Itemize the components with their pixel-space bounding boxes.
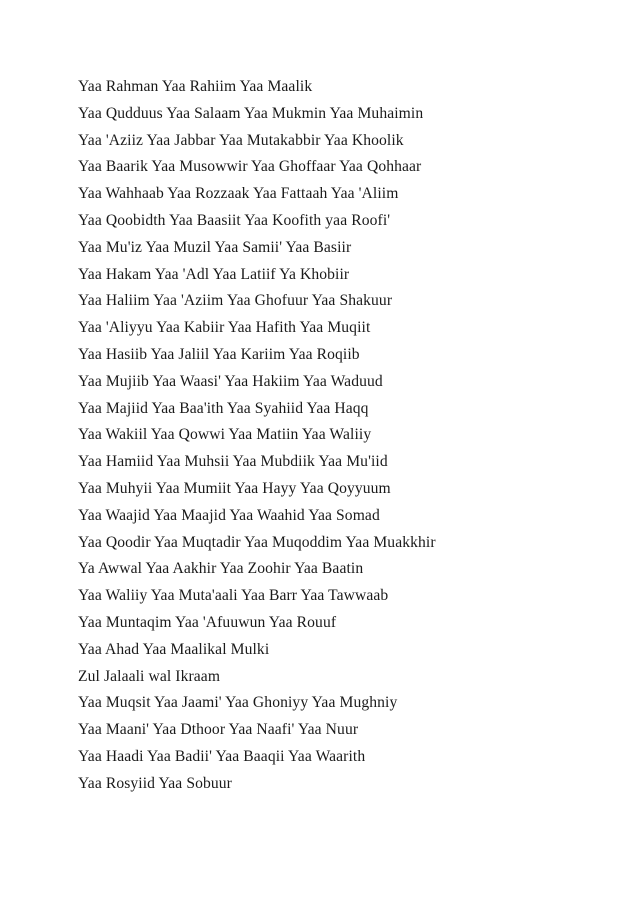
- text-line-21: Yaa Muntaqim Yaa 'Afuuwun Yaa Rouuf: [78, 613, 337, 631]
- text-line-12: Yaa Mujiib Yaa Waasi' Yaa Hakiim Yaa Waduud: [78, 372, 383, 390]
- text-line-6: Yaa Qoobidth Yaa Baasiit Yaa Koofith yaa Roofi': [78, 211, 391, 229]
- text-line-10: Yaa 'Aliyyu Yaa Kabiir Yaa Hafith Yaa Muqiit: [78, 319, 371, 337]
- text-line-23: Zul Jalaali wal Ikraam: [78, 667, 221, 685]
- text-line-3: Yaa 'Aziiz Yaa Jabbar Yaa Mutakabbir Yaa Khoolik: [78, 131, 404, 149]
- text-line-5: Yaa Wahhaab Yaa Rozzaak Yaa Fattaah Yaa 'Aliim: [78, 185, 399, 203]
- text-line-17: Yaa Waajid Yaa Maajid Yaa Waahid Yaa Somad: [78, 506, 380, 524]
- text-line-20: Yaa Waliiy Yaa Muta'aali Yaa Barr Yaa Tawwaab: [78, 587, 389, 605]
- text-line-2: Yaa Qudduus Yaa Salaam Yaa Mukmin Yaa Muhaimin: [78, 104, 424, 122]
- text-line-19: Ya Awwal Yaa Aakhir Yaa Zoohir Yaa Baatin: [78, 560, 364, 578]
- text-line-1: Yaa Rahman Yaa Rahiim Yaa Maalik: [78, 78, 313, 95]
- text-line-22: Yaa Ahad Yaa Maalikal Mulki: [78, 640, 270, 658]
- text-line-27: Yaa Rosyiid Yaa Sobuur: [78, 774, 232, 792]
- names-list: [78, 74, 436, 798]
- text-line-7: Yaa Mu'iz Yaa Muzil Yaa Samii' Yaa Basiir: [78, 238, 352, 256]
- text-line-13: Yaa Majiid Yaa Baa'ith Yaa Syahiid Yaa Haqq: [78, 399, 369, 417]
- text-line-25: Yaa Maani' Yaa Dthoor Yaa Naafi' Yaa Nuur: [78, 721, 359, 739]
- text-line-16: Yaa Muhyii Yaa Mumiit Yaa Hayy Yaa Qoyyuum: [78, 479, 391, 497]
- text-line-14: Yaa Wakiil Yaa Qowwi Yaa Matiin Yaa Waliiy: [78, 426, 372, 444]
- text-line-18: Yaa Qoodir Yaa Muqtadir Yaa Muqoddim Yaa Muakkhir: [78, 533, 436, 551]
- text-line-9: Yaa Haliim Yaa 'Aziim Yaa Ghofuur Yaa Shakuur: [78, 292, 393, 310]
- text-line-4: Yaa Baarik Yaa Musowwir Yaa Ghoffaar Yaa Qohhaar: [78, 158, 422, 176]
- text-line-8: Yaa Hakam Yaa 'Adl Yaa Latiif Ya Khobiir: [78, 265, 350, 283]
- text-line-24: Yaa Muqsit Yaa Jaami' Yaa Ghoniyy Yaa Mughniy: [78, 694, 398, 712]
- text-line-15: Yaa Hamiid Yaa Muhsii Yaa Mubdiik Yaa Mu'iid: [78, 453, 388, 471]
- text-line-26: Yaa Haadi Yaa Badii' Yaa Baaqii Yaa Waarith: [78, 747, 366, 765]
- text-line-11: Yaa Hasiib Yaa Jaliil Yaa Kariim Yaa Roqiib: [78, 345, 360, 363]
